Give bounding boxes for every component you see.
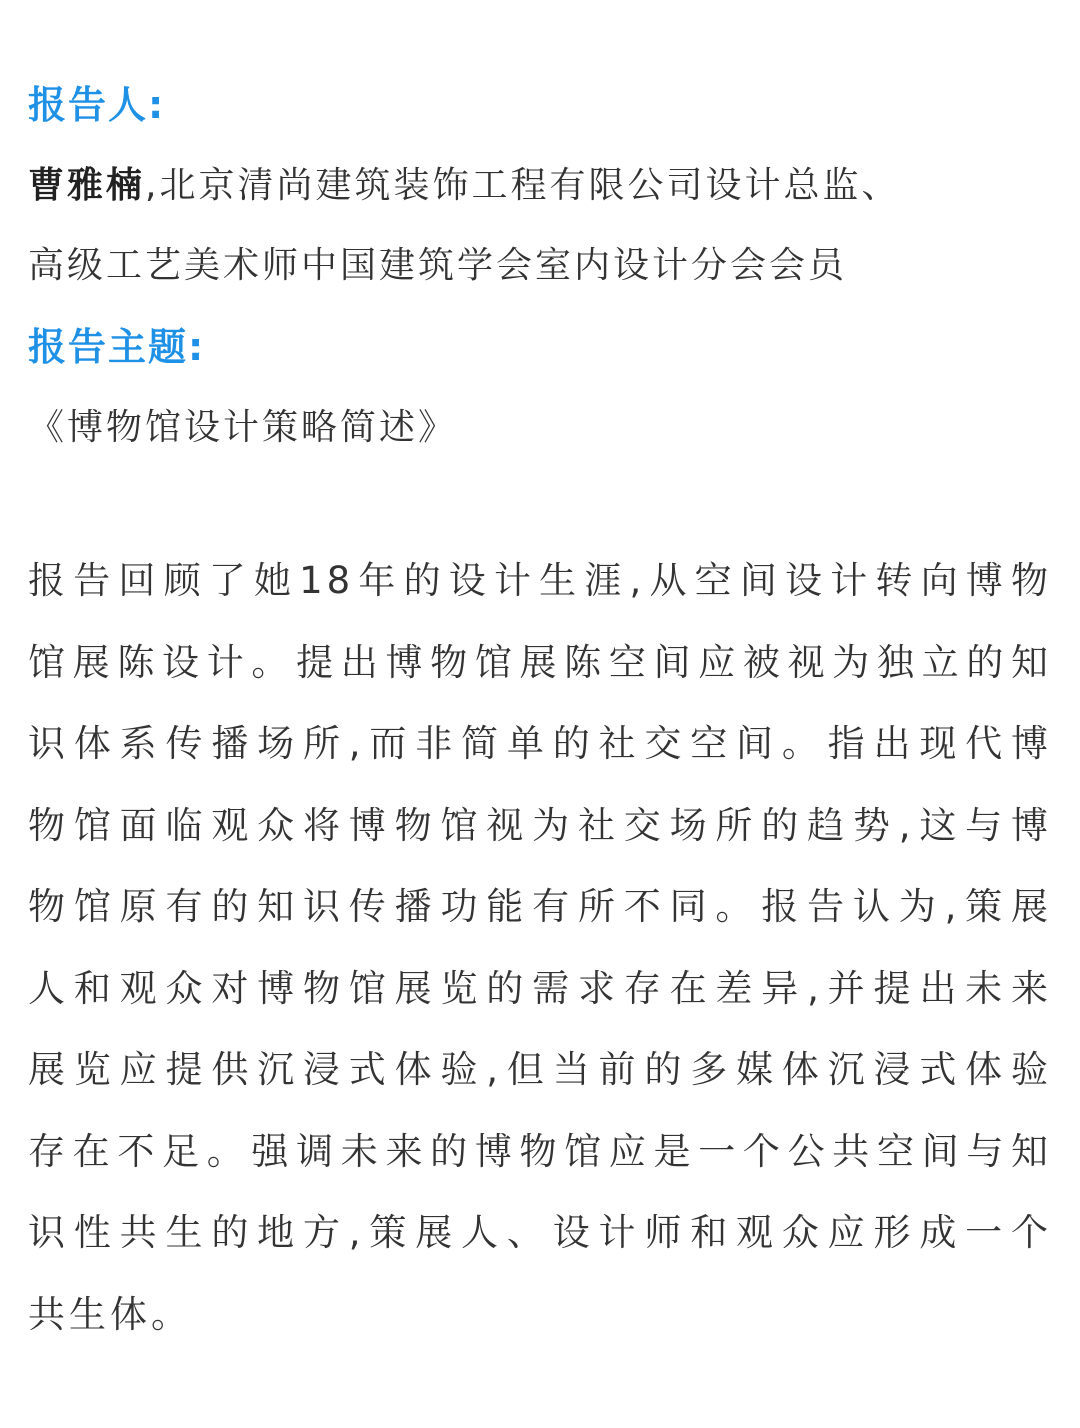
speaker-info <box>28 146 1052 306</box>
speaker-title-line-2: 高级工艺美术师中国建筑学会室内设计分会会员 <box>28 245 848 286</box>
summary-line: 馆展陈设计。提出博物馆展陈空间应被视为独立的知 <box>28 640 1052 684</box>
article <box>28 64 1052 1355</box>
summary-line: 存在不足。强调未来的博物馆应是一个公共空间与知 <box>28 1129 1052 1173</box>
summary-line: 报告回顾了她18年的设计生涯,从空间设计转向博物 <box>28 559 1052 602</box>
speaker-heading: 报告人: <box>28 83 166 127</box>
summary-line: 识体系传播场所,而非简单的社交空间。指出现代博 <box>28 722 1052 765</box>
summary-line: 共生体。 <box>28 1292 192 1336</box>
summary-line: 识性共生的地方,策展人、设计师和观众应形成一个 <box>28 1211 1052 1254</box>
speaker-title-line-1: ,北京清尚建筑装饰工程有限公司设计总监、 <box>145 165 901 206</box>
report-topic: 《博物馆设计策略简述》 <box>28 407 458 448</box>
summary-line: 物馆面临观众将博物馆视为社交场所的趋势,这与博 <box>28 803 1052 847</box>
summary-line: 物馆原有的知识传播功能有所不同。报告认为,策展 <box>28 885 1052 928</box>
topic-heading: 报告主题: <box>28 325 206 369</box>
section-spacer <box>28 468 1052 540</box>
summary-line: 人和观众对博物馆展览的需求存在差异,并提出未来 <box>28 966 1052 1010</box>
speaker-line-1 <box>28 146 1052 226</box>
speaker-name: 曹雅楠 <box>28 165 146 206</box>
report-summary <box>28 540 1052 1355</box>
summary-line: 展览应提供沉浸式体验,但当前的多媒体沉浸式体验 <box>28 1048 1052 1091</box>
